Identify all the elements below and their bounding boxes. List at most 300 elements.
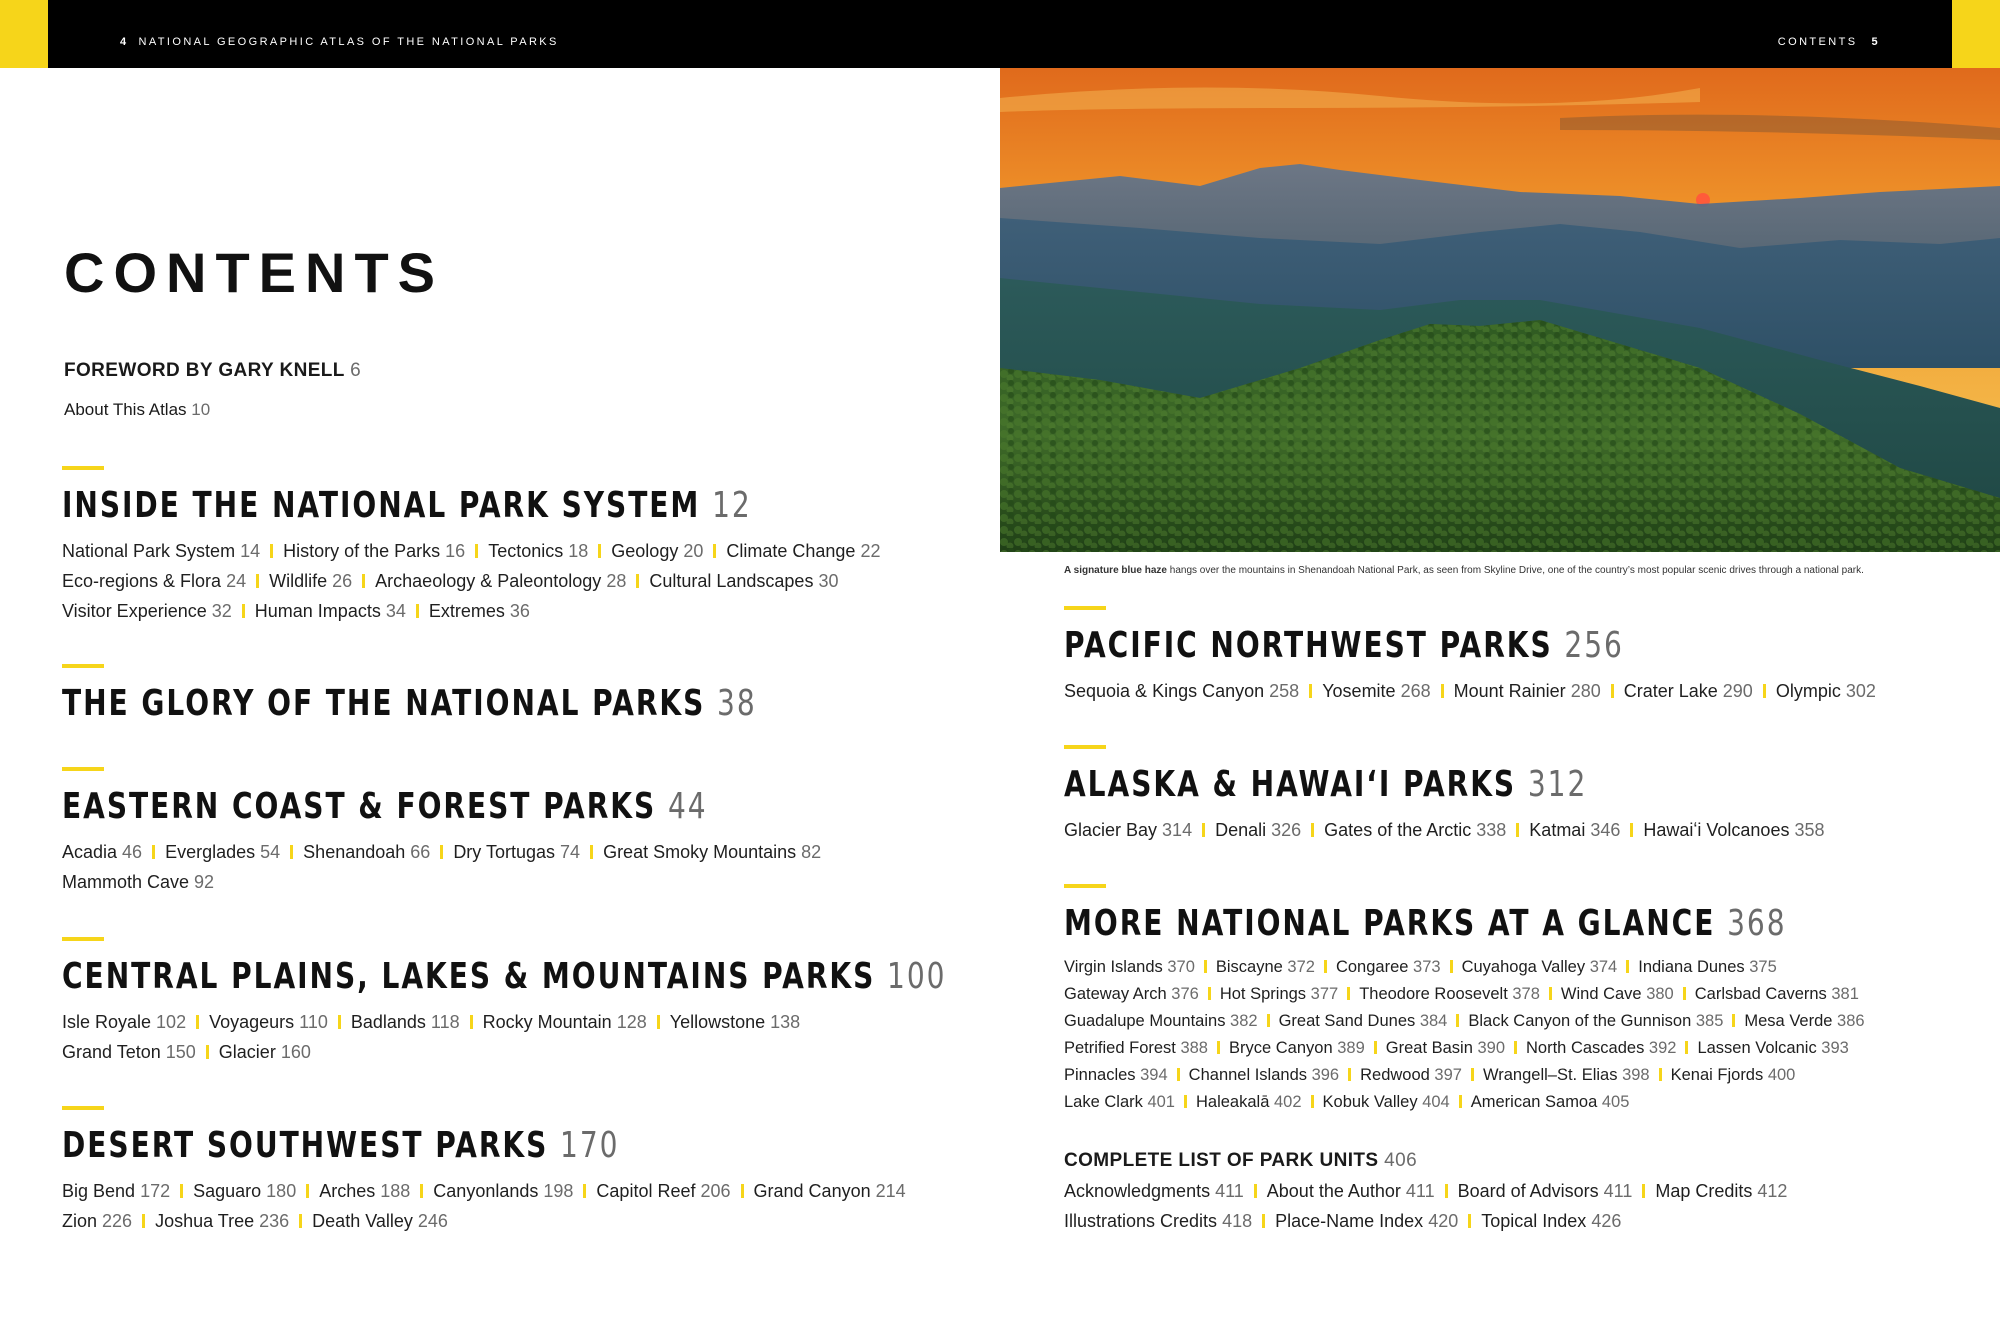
section-accent-dash [1064,745,1106,749]
toc-link-label: Isle Royale [62,1012,152,1032]
toc-entry-foreword[interactable] [64,360,361,382]
separator-bar [1642,1184,1645,1198]
toc-link-page: 380 [1641,985,1674,1003]
toc-link[interactable] [62,571,246,591]
separator-bar [1626,960,1629,973]
link-line [62,596,942,626]
toc-link[interactable] [1189,1066,1339,1084]
toc-link-page: 376 [1166,985,1199,1003]
toc-link[interactable] [219,1042,311,1062]
toc-link-page: 110 [294,1012,328,1032]
link-line [62,1206,942,1236]
toc-link-page: 160 [275,1042,311,1062]
toc-link-page: 382 [1225,1012,1258,1030]
section-page-central: 100 [887,956,947,997]
section-title-inside[interactable]: INSIDE THE NATIONAL PARK SYSTEM 12 [62,485,752,526]
separator-bar [1445,1184,1448,1198]
separator-bar [206,1045,209,1059]
toc-link-page: 397 [1429,1066,1462,1084]
toc-link-label: Climate Change [726,541,856,561]
toc-link[interactable] [62,601,232,621]
left-running-head [120,36,559,48]
separator-bar [1202,823,1205,837]
toc-link-page: 381 [1826,985,1859,1003]
toc-link[interactable] [1624,681,1753,701]
toc-link[interactable] [1776,681,1876,701]
toc-link[interactable] [312,1211,448,1231]
toc-link[interactable] [1064,985,1199,1003]
toc-link[interactable] [1064,958,1195,976]
toc-link-label: Congaree [1335,958,1409,976]
toc-link-label: Petrified Forest [1064,1039,1176,1057]
section-desert [62,1106,942,1236]
section-title-glory[interactable]: THE GLORY OF THE NATIONAL PARKS 38 [62,683,757,724]
toc-link-page: 384 [1415,1012,1448,1030]
toc-link-page: 36 [504,601,530,621]
toc-link[interactable] [255,601,406,621]
toc-link[interactable] [62,1211,132,1231]
link-line [1064,1008,2000,1035]
section-page-inside: 12 [712,485,752,526]
toc-link-label: Human Impacts [254,601,381,621]
toc-link-page: 393 [1816,1039,1849,1057]
section-accent-dash [62,767,104,771]
separator-bar [338,1015,341,1029]
section-title-eastern[interactable]: EASTERN COAST & FOREST PARKS 44 [62,786,708,827]
section-glory [62,664,942,722]
toc-link[interactable] [1324,820,1506,840]
toc-link-label: Everglades [165,842,256,862]
section-title-desert[interactable]: DESERT SOUTHWEST PARKS 170 [62,1125,620,1166]
toc-entry-about[interactable] [64,400,210,420]
toc-link-page: 378 [1507,985,1540,1003]
toc-link-label: Great Smoky Mountains [603,842,797,862]
separator-bar [1208,987,1211,1000]
toc-link-page: 18 [563,541,589,561]
toc-link-page: 66 [405,842,431,862]
toc-link-label: Mammoth Cave [62,872,190,892]
toc-link-label: Archaeology & Paleontology [375,571,602,591]
separator-bar [1374,1041,1377,1054]
toc-link-label: Topical Index [1481,1211,1587,1231]
link-line [62,566,942,596]
toc-link-label: Guadalupe Mountains [1064,1012,1226,1030]
separator-bar [1611,684,1614,698]
toc-link-label: Mount Rainier [1453,681,1566,701]
toc-link[interactable] [596,1181,730,1201]
separator-bar [713,544,716,558]
separator-bar [420,1184,423,1198]
separator-bar [1441,684,1444,698]
toc-link-label: Wind Cave [1560,985,1642,1003]
toc-link-page: 396 [1307,1066,1340,1084]
toc-link[interactable] [303,842,430,862]
left-page-number: 4 [120,36,129,48]
left-running-title: NATIONAL GEOGRAPHIC ATLAS OF THE NATIONAL PARKS [138,36,559,48]
toc-link[interactable] [670,1012,800,1032]
toc-link-page: 30 [813,571,839,591]
toc-link[interactable] [62,541,260,561]
toc-link-label: Illustrations Credits [1064,1211,1218,1231]
link-line [62,536,942,566]
link-line [1064,1206,2000,1236]
separator-bar [1516,823,1519,837]
about-label: About This Atlas [64,400,187,419]
toc-link-page: 206 [695,1181,731,1201]
about-page: 10 [191,400,211,419]
separator-bar [242,604,245,618]
toc-link[interactable] [1471,1093,1630,1111]
toc-link[interactable] [193,1181,296,1201]
toc-link-label: Kobuk Valley [1322,1093,1418,1111]
caption-lead: A signature blue haze [1064,565,1167,576]
toc-link[interactable] [1064,1012,1258,1030]
caption-text: hangs over the mountains in Shenandoah National Park, as seen from Skyline Drive, one of the country’s most popular scenic drives through a national park. [1166,565,1864,576]
separator-bar [1456,1014,1459,1027]
separator-bar [1311,1095,1314,1108]
toc-link[interactable] [1275,1211,1458,1231]
toc-link-label: Gates of the Arctic [1324,820,1472,840]
separator-bar [1549,987,1552,1000]
toc-link-label: Wildlife [269,571,328,591]
toc-link-label: Place-Name Index [1275,1211,1424,1231]
separator-bar [470,1015,473,1029]
toc-link[interactable] [611,541,703,561]
link-list-more [1064,954,2000,1116]
toc-link[interactable] [283,541,465,561]
separator-bar [1685,1041,1688,1054]
toc-link-page: 385 [1691,1012,1724,1030]
toc-link-label: Cultural Landscapes [649,571,814,591]
separator-bar [1471,1068,1474,1081]
toc-link[interactable] [1462,958,1618,976]
toc-link-page: 236 [254,1211,290,1231]
toc-link-label: Redwood [1360,1066,1430,1084]
toc-link-page: 214 [870,1181,906,1201]
toc-link[interactable] [351,1012,460,1032]
link-line [1064,981,2000,1008]
section-page-more: 368 [1727,903,1787,944]
section-accent-dash [62,664,104,668]
toc-link[interactable] [1454,681,1601,701]
toc-link[interactable] [1336,958,1441,976]
separator-bar [1459,1095,1462,1108]
toc-link-label: Joshua Tree [155,1211,255,1231]
toc-link-page: 346 [1585,820,1621,840]
toc-link[interactable] [1526,1039,1676,1057]
toc-link[interactable] [603,842,821,862]
toc-link-label: Dry Tortugas [453,842,556,862]
separator-bar [475,544,478,558]
separator-bar [299,1214,302,1228]
toc-link-page: 246 [412,1211,448,1231]
toc-link[interactable] [433,1181,573,1201]
toc-link-label: Virgin Islands [1064,958,1163,976]
toc-link[interactable] [1359,985,1540,1003]
toc-link[interactable] [1744,1012,1864,1030]
toc-link-label: Rocky Mountain [482,1012,612,1032]
toc-link-label: Voyageurs [209,1012,295,1032]
toc-link-label: Capitol Reef [596,1181,696,1201]
toc-link[interactable] [1267,1181,1435,1201]
toc-link-page: 180 [261,1181,297,1201]
separator-bar [1177,1068,1180,1081]
section-inside [62,466,942,626]
toc-link[interactable] [649,571,838,591]
toc-link-page: 188 [375,1181,411,1201]
toc-link-label: Biscayne [1215,958,1283,976]
toc-link[interactable] [1196,1093,1302,1111]
toc-link[interactable] [375,571,626,591]
link-line [1064,1176,2000,1206]
toc-link[interactable] [483,1012,647,1032]
separator-bar [1184,1095,1187,1108]
toc-link[interactable] [155,1211,289,1231]
toc-link[interactable] [62,1181,170,1201]
separator-bar [290,845,293,859]
toc-link-label: Gateway Arch [1064,985,1167,1003]
toc-link-label: Visitor Experience [62,601,207,621]
toc-link-page: 338 [1471,820,1507,840]
toc-link-page: 138 [765,1012,801,1032]
toc-link-page: 32 [206,601,232,621]
toc-link-page: 370 [1162,958,1195,976]
separator-bar [1348,1068,1351,1081]
toc-link-label: Glacier Bay [1064,820,1158,840]
toc-link[interactable] [62,1042,196,1062]
toc-link[interactable] [62,872,214,892]
toc-link[interactable] [1458,1181,1633,1201]
toc-link[interactable] [1697,1039,1848,1057]
separator-bar [1217,1041,1220,1054]
toc-link[interactable] [1323,1093,1450,1111]
link-line [62,1007,942,1037]
toc-link-label: Hawaiʻi Volcanoes [1643,820,1790,840]
toc-link-label: Zion [62,1211,98,1231]
toc-link[interactable] [1064,1039,1208,1057]
toc-link-label: Lake Clark [1064,1093,1143,1111]
section-title-pacific[interactable]: PACIFIC NORTHWEST PARKS 256 [1064,625,1624,666]
separator-bar [1683,987,1686,1000]
section-accent-dash [1064,884,1106,888]
toc-link-page: 398 [1617,1066,1650,1084]
toc-link-page: 404 [1417,1093,1450,1111]
toc-link-page: 226 [97,1211,133,1231]
toc-link[interactable] [488,541,588,561]
separator-bar [1309,684,1312,698]
left-accent-tab [0,0,48,68]
separator-bar [196,1015,199,1029]
toc-link-label: Tectonics [488,541,564,561]
toc-link-page: 34 [380,601,406,621]
toc-link-page: 375 [1744,958,1777,976]
link-list-pacific [1064,676,2000,706]
toc-link-page: 373 [1408,958,1441,976]
toc-link-label: Mesa Verde [1744,1012,1833,1030]
toc-link-label: North Cascades [1526,1039,1645,1057]
toc-link-label: Grand Teton [62,1042,161,1062]
toc-link-label: History of the Parks [283,541,441,561]
toc-link[interactable] [1064,681,1299,701]
toc-link-page: 172 [135,1181,171,1201]
link-line [62,1037,942,1067]
right-accent-tab [1952,0,2000,68]
section-units [1064,1150,2000,1236]
toc-link-page: 358 [1789,820,1825,840]
toc-link[interactable] [1529,820,1620,840]
toc-link-page: 102 [151,1012,187,1032]
toc-link-page: 386 [1832,1012,1865,1030]
toc-link-label: Death Valley [312,1211,413,1231]
separator-bar [657,1015,660,1029]
toc-link-page: 20 [678,541,704,561]
toc-link[interactable] [1064,1066,1168,1084]
toc-link-page: 377 [1306,985,1339,1003]
toc-link-label: Great Sand Dunes [1278,1012,1416,1030]
toc-link-page: 128 [611,1012,647,1032]
foreword-page: 6 [350,360,362,381]
section-title-alaska[interactable]: ALASKA & HAWAIʻI PARKS 312 [1064,764,1588,805]
toc-link-label: Lassen Volcanic [1697,1039,1817,1057]
section-page-eastern: 44 [667,786,708,827]
toc-link[interactable] [269,571,352,591]
foreword-label: FOREWORD BY GARY KNELL [64,360,345,381]
separator-bar [440,845,443,859]
toc-link-page: 92 [189,872,215,892]
toc-link[interactable] [165,842,280,862]
toc-link[interactable] [1220,985,1338,1003]
toc-link[interactable] [1215,820,1301,840]
toc-link-label: Shenandoah [303,842,406,862]
shenandoah-photo [1000,68,2000,552]
separator-bar [636,574,639,588]
toc-link[interactable] [319,1181,410,1201]
toc-link-page: 74 [555,842,581,862]
toc-link[interactable] [1322,681,1430,701]
toc-link-page: 268 [1395,681,1431,701]
toc-link-label: Indiana Dunes [1638,958,1745,976]
toc-link-label: Arches [319,1181,376,1201]
section-title-more[interactable]: MORE NATIONAL PARKS AT A GLANCE 368 [1064,903,1787,944]
separator-bar [362,574,365,588]
toc-link-page: 411 [1400,1181,1435,1201]
toc-link-page: 14 [235,541,261,561]
toc-link[interactable] [62,842,142,862]
toc-link[interactable] [429,601,530,621]
toc-link-label: Carlsbad Caverns [1694,985,1827,1003]
separator-bar [1514,1041,1517,1054]
toc-link-label: Cuyahoga Valley [1461,958,1586,976]
separator-bar [1262,1214,1265,1228]
toc-link[interactable] [1561,985,1674,1003]
section-page-desert: 170 [560,1125,620,1166]
section-accent-dash [1064,606,1106,610]
link-list-eastern [62,837,942,897]
link-list-units [1064,1176,2000,1236]
toc-link-page: 280 [1565,681,1601,701]
toc-link-page: 390 [1472,1039,1506,1057]
toc-link-label: Yosemite [1322,681,1396,701]
toc-link[interactable] [754,1181,906,1201]
separator-bar [1267,1014,1270,1027]
toc-link[interactable] [1064,1093,1175,1111]
section-page-alaska: 312 [1527,764,1588,805]
section-accent-dash [62,466,104,470]
toc-link-label: Geology [611,541,679,561]
toc-link[interactable] [1229,1039,1365,1057]
toc-link-page: 392 [1644,1039,1677,1057]
toc-link-page: 16 [440,541,466,561]
photo-caption [1064,565,1864,576]
running-header-bar [48,0,1952,68]
toc-link-label: Haleakalā [1196,1093,1270,1111]
toc-link-page: 118 [425,1012,460,1032]
toc-link[interactable] [726,541,880,561]
link-list-inside [62,536,942,626]
toc-link-page: 400 [1763,1066,1796,1084]
toc-link-page: 402 [1269,1093,1302,1111]
toc-link-page: 412 [1752,1181,1788,1201]
toc-link-page: 22 [855,541,881,561]
toc-link-label: About the Author [1266,1181,1401,1201]
toc-link-label: National Park System [62,541,236,561]
toc-link-label: Board of Advisors [1457,1181,1599,1201]
toc-link[interactable] [1360,1066,1462,1084]
toc-link[interactable] [1481,1211,1621,1231]
toc-link[interactable] [1695,985,1859,1003]
toc-link-label: Glacier [218,1042,276,1062]
toc-link[interactable] [1279,1012,1448,1030]
toc-link-page: 82 [796,842,822,862]
toc-link-page: 26 [327,571,353,591]
toc-link-label: Map Credits [1655,1181,1753,1201]
toc-link[interactable] [1671,1066,1796,1084]
toc-link[interactable] [1216,958,1315,976]
link-line [62,1176,942,1206]
separator-bar [741,1184,744,1198]
toc-link-page: 420 [1423,1211,1459,1231]
toc-link[interactable] [1655,1181,1787,1201]
toc-link[interactable] [1643,820,1824,840]
link-line [1064,1062,2000,1089]
separator-bar [256,574,259,588]
separator-bar [1468,1214,1471,1228]
page-title: CONTENTS [64,241,444,304]
toc-link-page: 258 [1264,681,1300,701]
section-title-central[interactable]: CENTRAL PLAINS, LAKES & MOUNTAINS PARKS 100 [62,956,947,997]
separator-bar [1630,823,1633,837]
toc-link[interactable] [1483,1066,1650,1084]
link-list-desert [62,1176,942,1236]
toc-link[interactable] [1386,1039,1505,1057]
toc-link[interactable] [1638,958,1777,976]
separator-bar [1347,987,1350,1000]
separator-bar [142,1214,145,1228]
toc-link-page: 405 [1597,1093,1630,1111]
separator-bar [416,604,419,618]
toc-link-label: Canyonlands [433,1181,539,1201]
toc-link[interactable] [62,1012,186,1032]
toc-link[interactable] [1064,820,1192,840]
section-title-units[interactable]: COMPLETE LIST OF PARK UNITS 406 [1064,1150,1418,1171]
toc-link[interactable] [1064,1211,1252,1231]
toc-link[interactable] [1064,1181,1244,1201]
toc-link[interactable] [1468,1012,1723,1030]
section-central [62,937,947,1067]
toc-link[interactable] [209,1012,328,1032]
section-page-pacific: 256 [1564,625,1624,666]
toc-link[interactable] [453,842,580,862]
